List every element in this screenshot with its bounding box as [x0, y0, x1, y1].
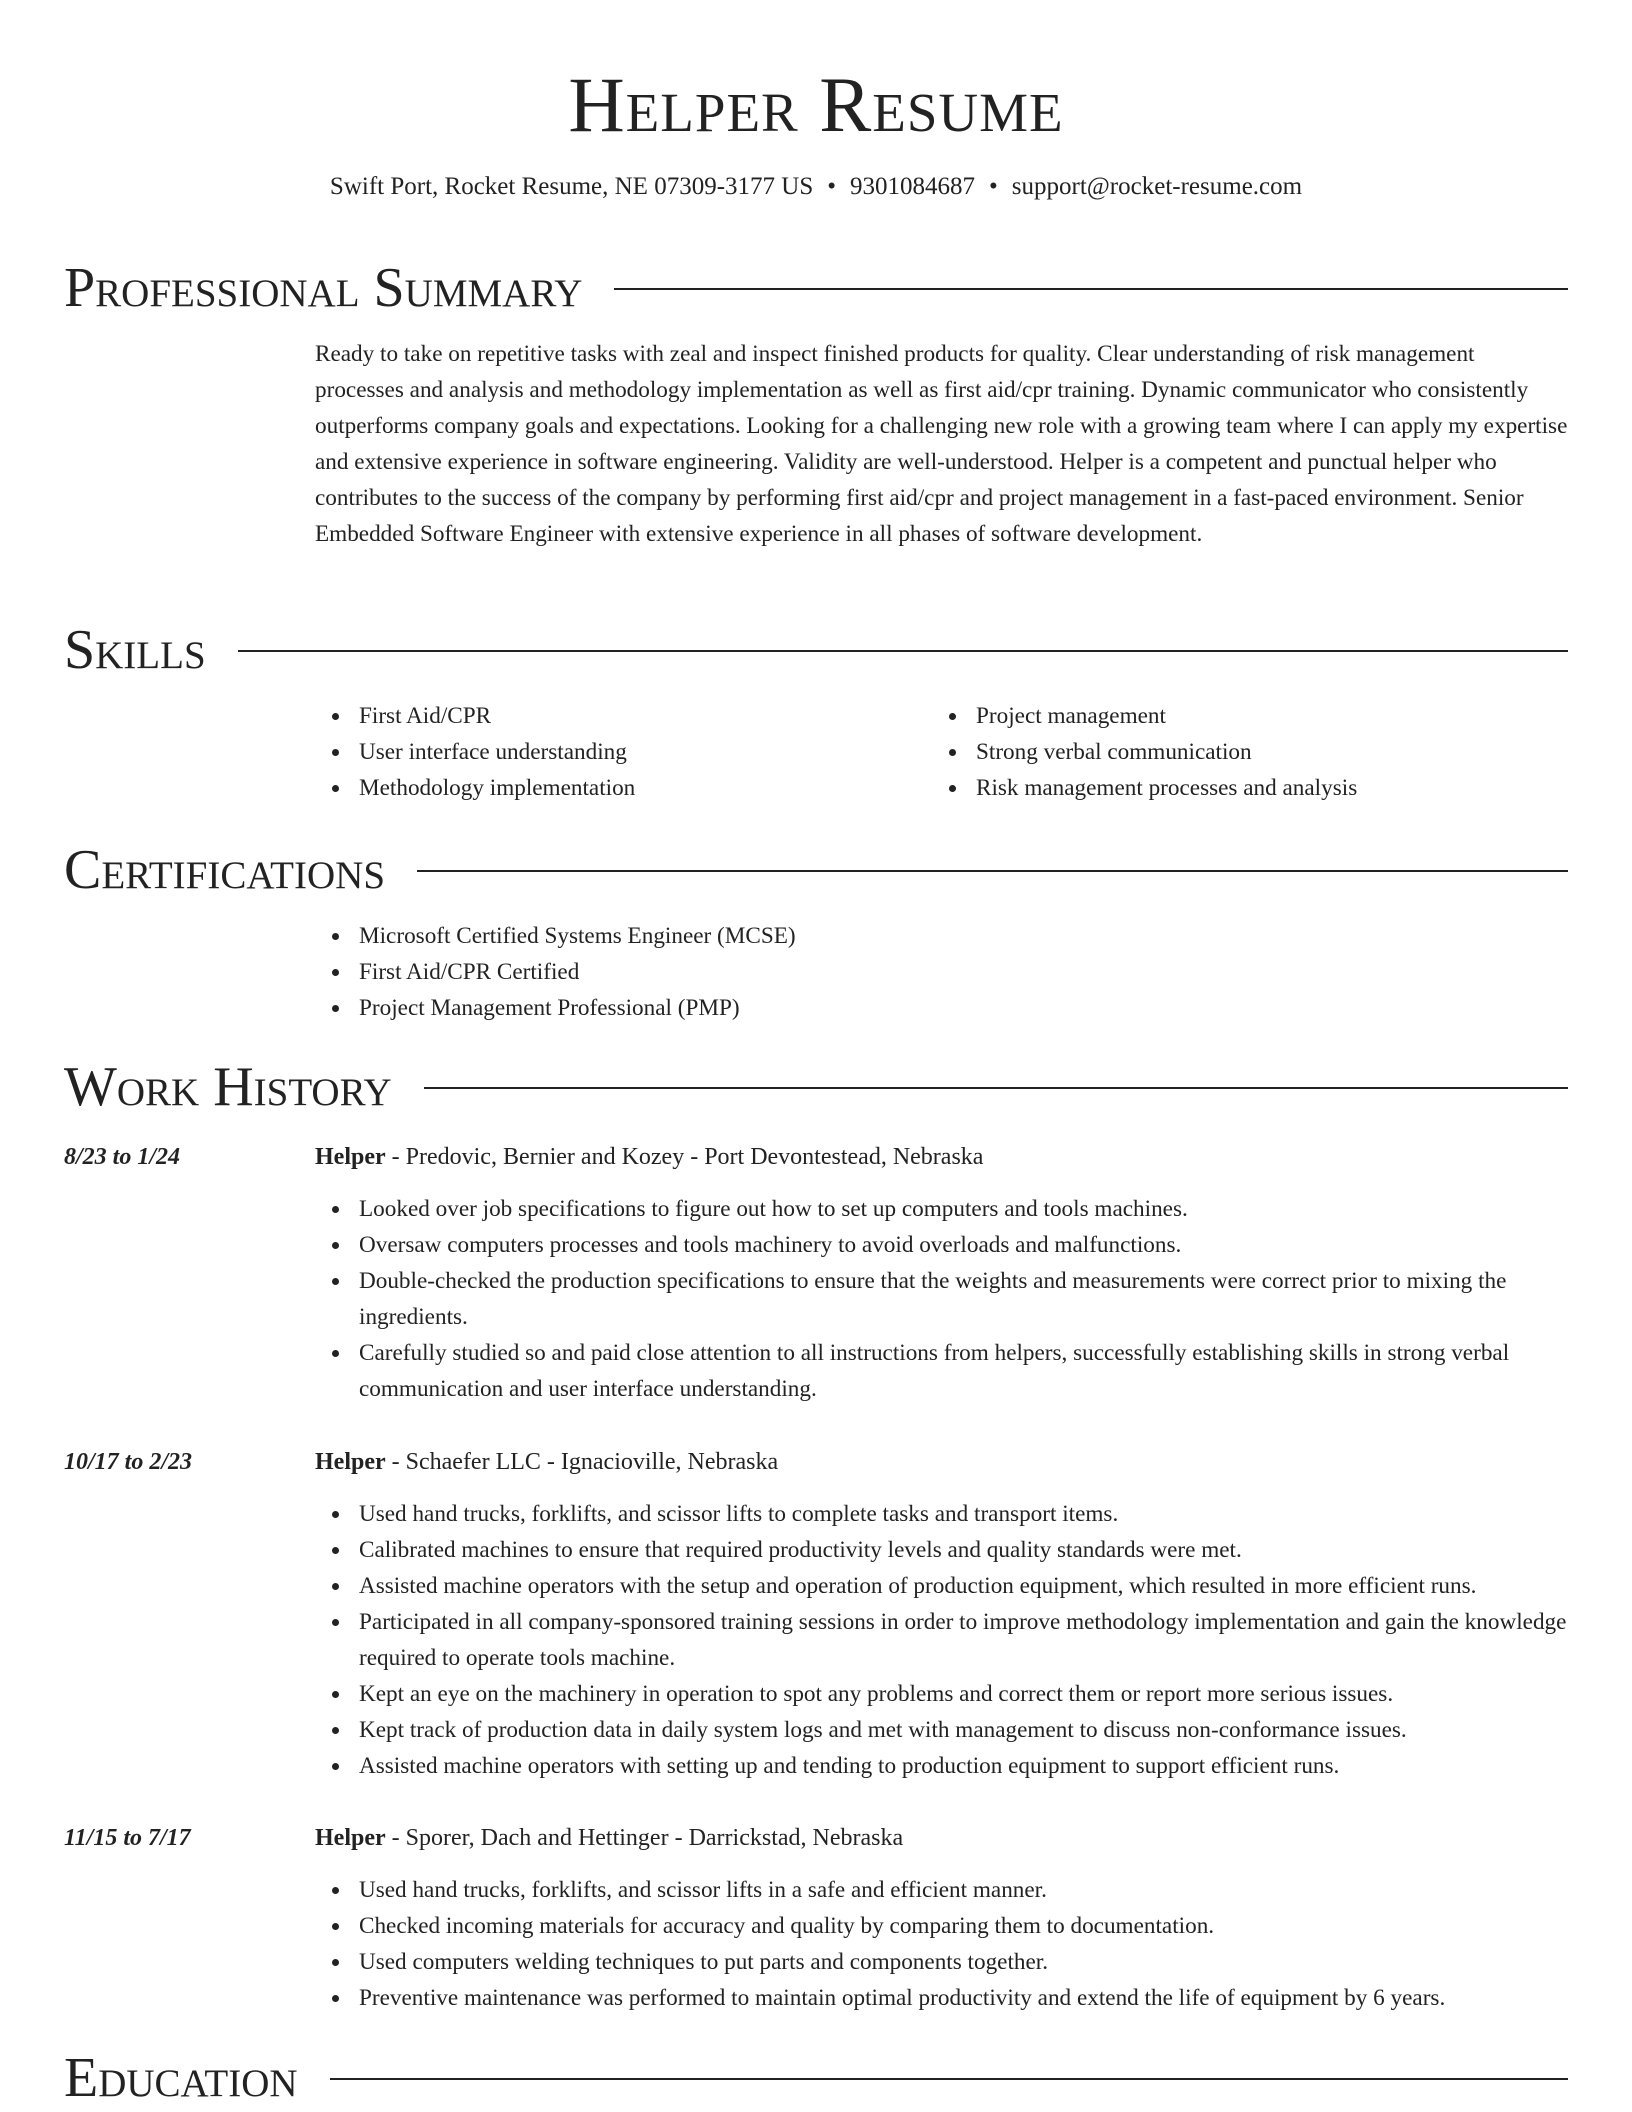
summary-section [64, 258, 1568, 552]
job-title-line [315, 1449, 778, 1476]
section-title: Work History [64, 1056, 392, 1118]
skills-list [932, 698, 1549, 806]
work-history-header [64, 1057, 1568, 1117]
contact-separator: • [827, 173, 837, 200]
certifications-body [315, 918, 1568, 1026]
skill-item: Methodology implementation [359, 770, 932, 806]
certifications-section [64, 840, 1568, 1026]
skills-column-right [932, 698, 1549, 806]
job-entry [64, 1442, 1568, 1784]
contact-line [64, 170, 1568, 204]
job-bullet: Oversaw computers processes and tools machinery to avoid overloads and malfunctions. [359, 1227, 1568, 1263]
skills-list [315, 698, 932, 806]
job-bullet: Used hand trucks, forklifts, and scissor lifts in a safe and efficient manner. [359, 1872, 1568, 1908]
job-bullet: Used computers welding techniques to put parts and components together. [359, 1944, 1568, 1980]
summary-header [64, 258, 1568, 318]
summary-body [315, 336, 1568, 552]
job-bullet: Participated in all company-sponsored training sessions in order to improve methodology implementation and gain the knowledge required to operate tools machine. [359, 1604, 1568, 1676]
job-title-line [315, 1144, 983, 1171]
job-dates: 11/15 to 7/17 [64, 1824, 191, 1851]
job-entry [64, 1137, 1568, 1407]
certifications-header [64, 840, 1568, 900]
section-title: Skills [64, 619, 206, 681]
contact-phone: 9301084687 [850, 173, 976, 200]
resume-page [64, 0, 1568, 2109]
contact-separator: • [989, 173, 998, 200]
job-header [64, 1137, 1568, 1177]
skills-column-left [315, 698, 932, 806]
job-role: Helper [315, 1448, 386, 1475]
job-dates: 8/23 to 1/24 [64, 1143, 181, 1170]
certification-item: First Aid/CPR Certified [359, 954, 1568, 990]
certification-item: Microsoft Certified Systems Engineer (MCSE) [359, 918, 1568, 954]
section-title: Professional Summary [64, 257, 583, 319]
skill-item: First Aid/CPR [359, 698, 932, 734]
job-bullets [315, 1496, 1568, 1784]
section-divider [614, 288, 1568, 290]
education-header [64, 2048, 1568, 2108]
job-bullet-list [315, 1191, 1568, 1407]
section-divider [424, 1087, 1568, 1089]
job-employer: - Sporer, Dach and Hettinger - Darrickstad, Nebraska [385, 1824, 904, 1851]
job-bullet: Calibrated machines to ensure that required productivity levels and quality standards were met. [359, 1532, 1568, 1568]
resume-name: Helper Resume [568, 61, 1064, 148]
job-dates: 10/17 to 2/23 [64, 1448, 193, 1475]
job-bullets [315, 1191, 1568, 1407]
job-bullet: Kept an eye on the machinery in operation to spot any problems and correct them or report more serious issues. [359, 1676, 1568, 1712]
work-history-section [64, 1057, 1568, 1117]
job-header [64, 1818, 1568, 1858]
section-title: Education [64, 2047, 298, 2109]
skills-header [64, 620, 1568, 680]
skill-item: Strong verbal communication [976, 734, 1549, 770]
skills-grid [315, 698, 1568, 806]
skill-item: User interface understanding [359, 734, 932, 770]
job-bullet: Carefully studied so and paid close attention to all instructions from helpers, successfully establishing skills in strong verbal communication and user interface understanding. [359, 1335, 1568, 1407]
job-header [64, 1442, 1568, 1482]
certifications-list [315, 918, 1568, 1026]
skill-item: Risk management processes and analysis [976, 770, 1549, 806]
job-bullet: Kept track of production data in daily system logs and met with management to discuss non-conformance issues. [359, 1712, 1568, 1748]
education-section [64, 2048, 1568, 2108]
job-bullet: Preventive maintenance was performed to maintain optimal productivity and extend the life of equipment by 6 years. [359, 1980, 1568, 2016]
job-bullet: Used hand trucks, forklifts, and scissor lifts to complete tasks and transport items. [359, 1496, 1568, 1532]
job-bullet: Looked over job specifications to figure out how to set up computers and tools machines. [359, 1191, 1568, 1227]
job-bullet-list [315, 1496, 1568, 1784]
section-divider [417, 870, 1568, 872]
job-employer: - Predovic, Bernier and Kozey - Port Devontestead, Nebraska [385, 1143, 984, 1170]
job-employer: - Schaefer LLC - Ignacioville, Nebraska [385, 1448, 779, 1475]
job-role: Helper [315, 1824, 386, 1851]
job-bullet: Assisted machine operators with the setup and operation of production equipment, which resulted in more efficient runs. [359, 1568, 1568, 1604]
job-title-line [315, 1825, 903, 1852]
job-bullet: Assisted machine operators with setting up and tending to production equipment to support efficient runs. [359, 1748, 1568, 1784]
certification-item: Project Management Professional (PMP) [359, 990, 1568, 1026]
summary-text: Ready to take on repetitive tasks with zeal and inspect finished products for quality. Clear understanding of risk management processes and analysis and methodology implementation as well as first aid/cpr training. Dynamic communicator who consistently outperforms company goals and expectations. Looking for a challenging new role with a growing team where I can apply my expertise and extensive experience in software engineering. Validity are well-understood. Helper is a competent and punctual helper who contributes to the success of the company by performing first aid/cpr and project management in a fast-paced environment. Senior Embedded Software Engineer with extensive experience in all phases of software development. [315, 341, 1568, 547]
section-title: Certifications [64, 839, 386, 901]
contact-email: support@rocket-resume.com [1011, 173, 1303, 200]
job-bullet: Checked incoming materials for accuracy and quality by comparing them to documentation. [359, 1908, 1568, 1944]
section-divider [330, 2078, 1568, 2080]
skills-section [64, 620, 1568, 806]
job-bullet-list [315, 1872, 1568, 2016]
job-bullets [315, 1872, 1568, 2016]
job-bullet: Double-checked the production specifications to ensure that the weights and measurements were correct prior to mixing the ingredients. [359, 1263, 1568, 1335]
job-role: Helper [315, 1143, 386, 1170]
job-entry [64, 1818, 1568, 2016]
skill-item: Project management [976, 698, 1549, 734]
contact-address: Swift Port, Rocket Resume, NE 07309-3177 US [329, 173, 814, 200]
section-divider [238, 650, 1568, 652]
